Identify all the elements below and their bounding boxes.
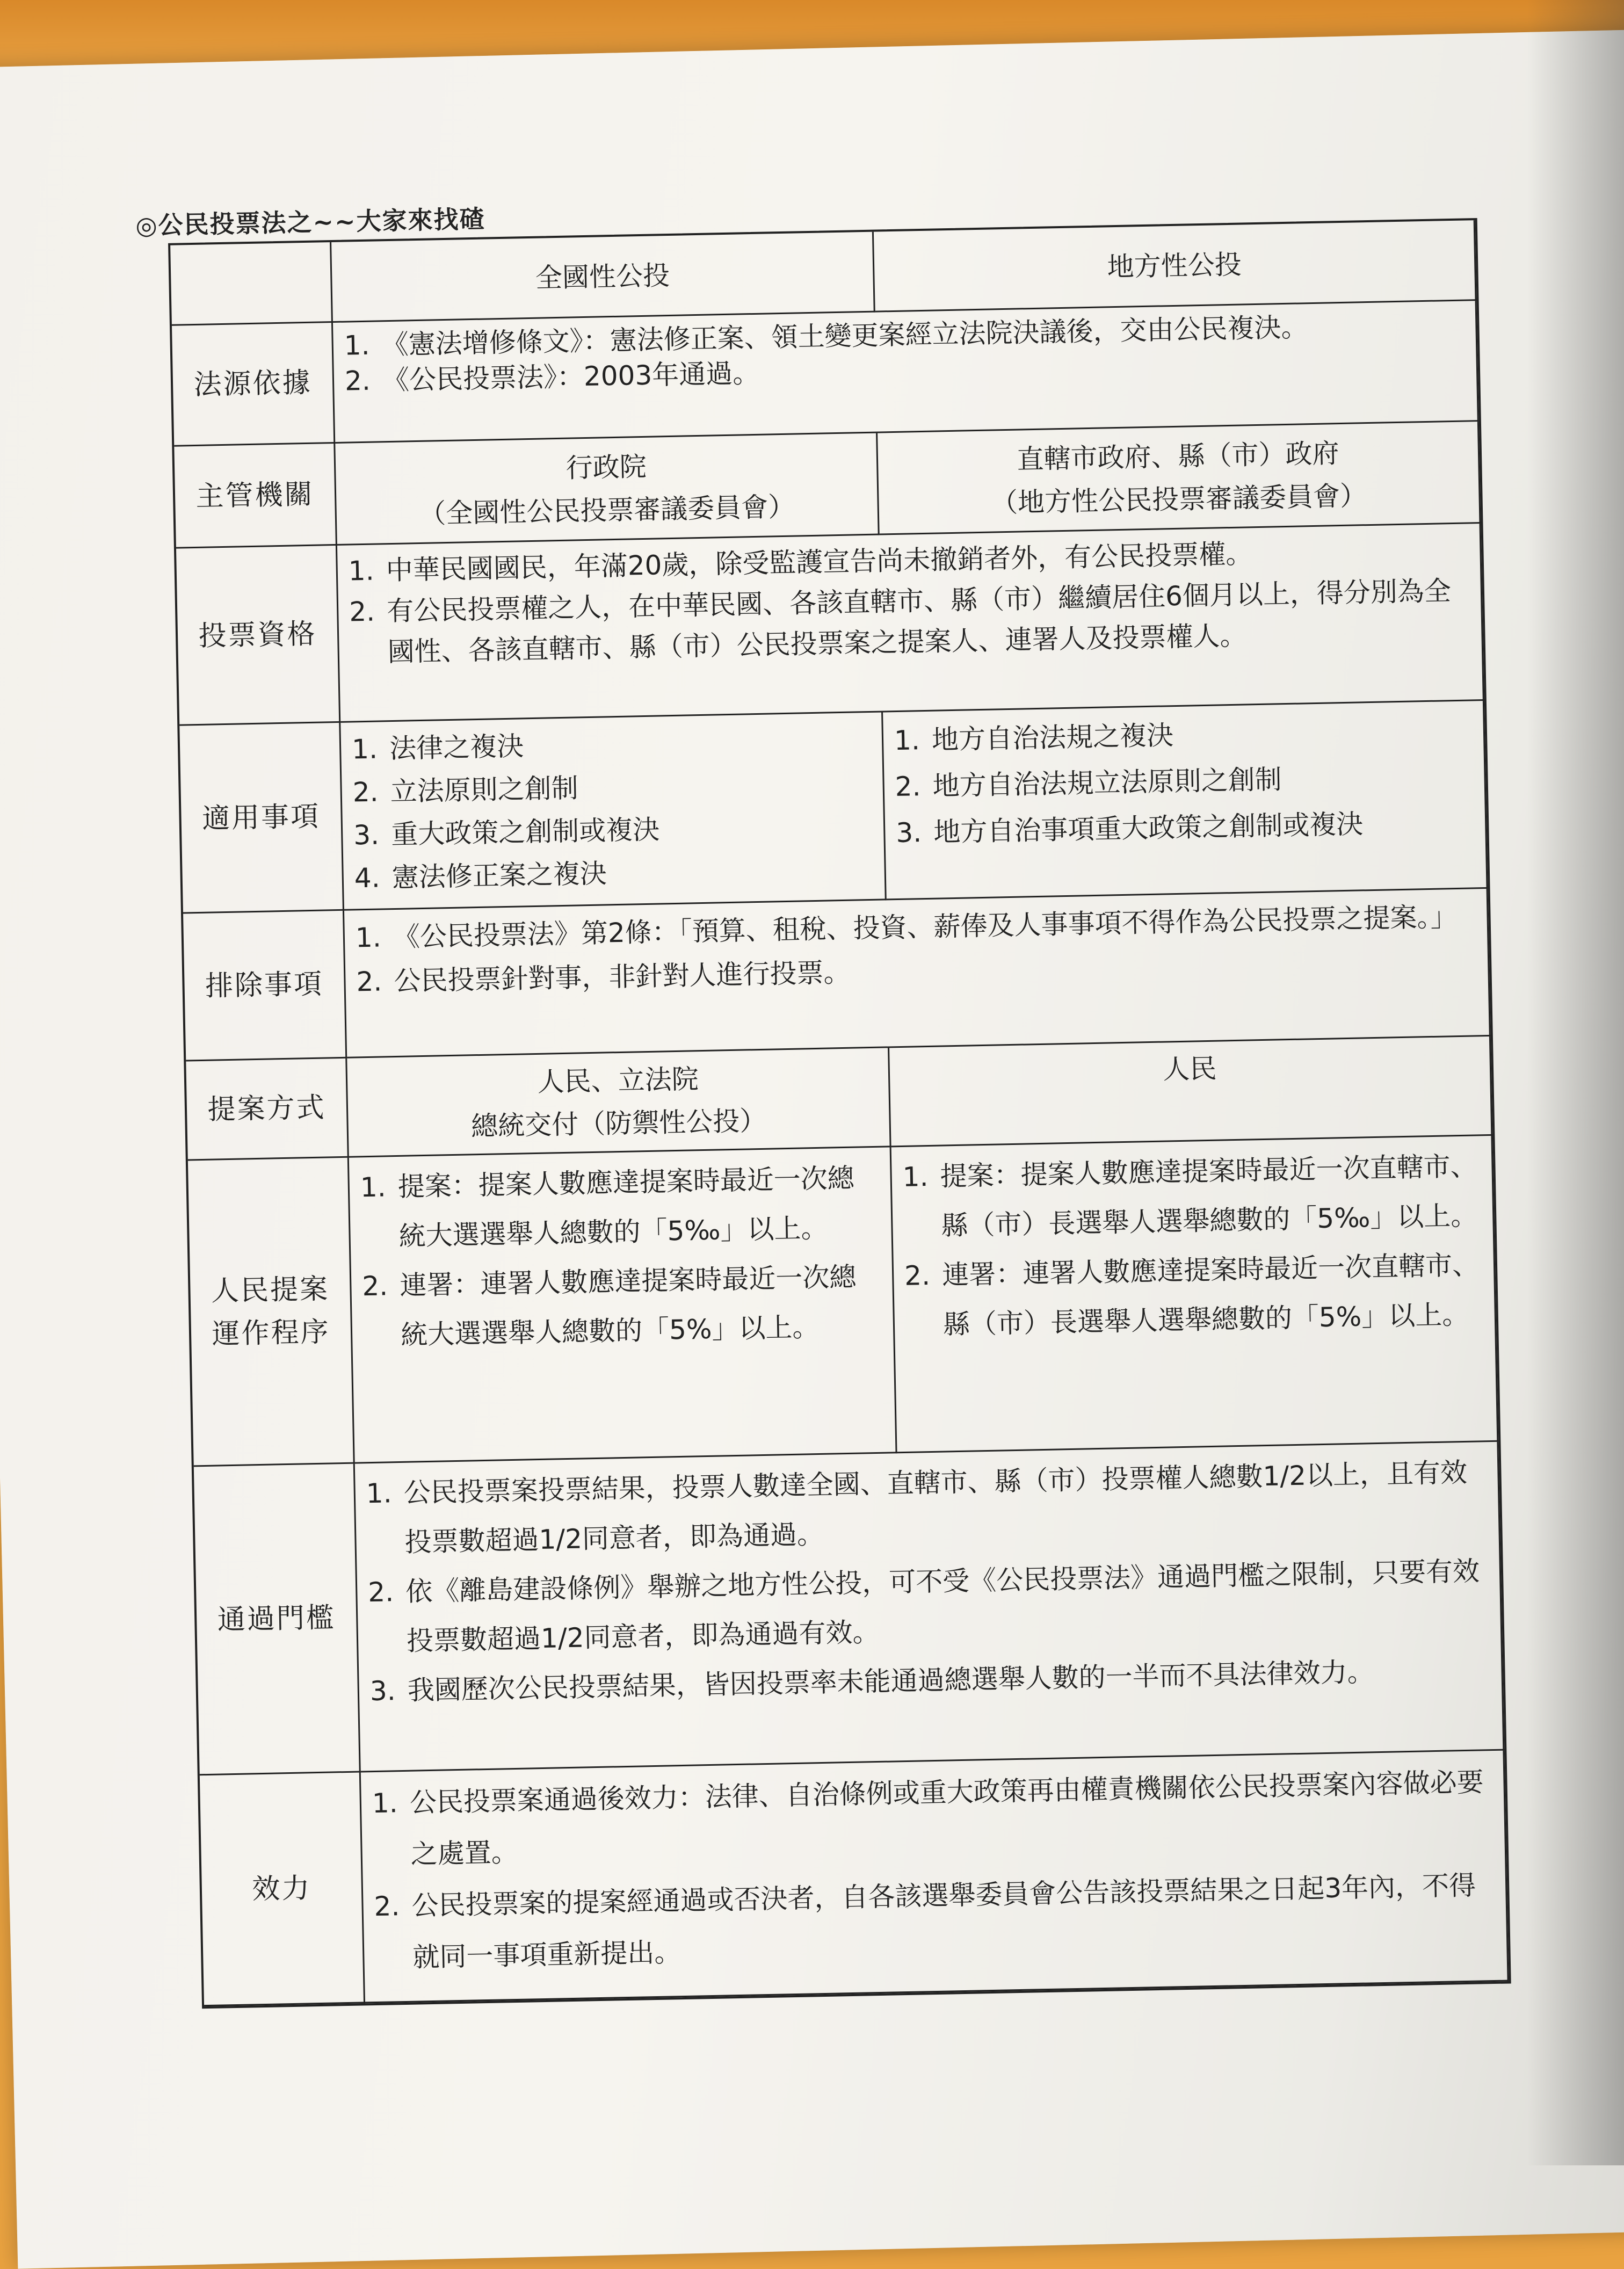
- header-national: 全國性公投: [331, 232, 875, 323]
- list-item: 2. 立法原則之創制: [352, 772, 579, 808]
- list-item: 4. 憲法修正案之複決: [354, 858, 607, 894]
- applicable-local: [883, 701, 1488, 900]
- page-edge-shadow: [1527, 0, 1624, 2165]
- row-label-authority: 主管機關: [174, 444, 337, 549]
- effect-cell: [361, 1751, 1509, 2004]
- list-item: 1. 提案：提案人數應達提案時最近一次總統大選選舉人總數的「5‰」以上。: [360, 1162, 855, 1252]
- row-label-procedure: 人民提案 運作程序: [188, 1158, 355, 1467]
- procedure-local: [891, 1136, 1499, 1453]
- proposal-local: 人民: [889, 1036, 1492, 1147]
- procedure-national: [349, 1147, 897, 1463]
- list-item: 1. 《公民投票法》第2條：「預算、租稅、投資、薪俸及人事事項不得作為公民投票之提案。」: [355, 901, 1458, 954]
- eligibility-cell: [337, 524, 1484, 723]
- authority-national: 行政院 （全國性公民投票審議委員會）: [335, 433, 879, 546]
- comparison-table: [168, 218, 1511, 2009]
- row-label-threshold: 通過門檻: [194, 1464, 361, 1776]
- header-corner: [170, 242, 333, 326]
- row-label-applicable: 適用事項: [179, 723, 344, 914]
- applicable-national: [340, 712, 887, 910]
- row-label-effect: 效力: [200, 1772, 365, 2006]
- list-item: 2. 有公民投票權之人，在中華民國、各該直轄市、縣（市）繼續居住6個月以上，得分別為全國性、各該直轄市、縣（市）公民投票案之提案人、連署人及投票權人。: [349, 575, 1452, 668]
- list-item: 1. 公民投票案通過後效力：法律、自治條例或重大政策再由權責機關依公民投票案內容做必要之處置。: [372, 1766, 1484, 1870]
- list-item: 2. 地方自治法規立法原則之創制: [895, 764, 1282, 803]
- doc-title: ◎公民投票法之~~大家來找碴: [135, 204, 486, 241]
- proposal-national: 人民、立法院 總統交付（防禦性公投）: [347, 1048, 891, 1157]
- excluded-cell: [344, 889, 1491, 1059]
- list-item: 3. 重大政策之創制或複決: [353, 814, 660, 851]
- row-label-legal-basis: 法源依據: [172, 323, 335, 447]
- list-item: 2. 連署：連署人數應達提案時最近一次總統大選選舉人總數的「5%」以上。: [361, 1261, 857, 1351]
- authority-local: 直轄市政府、縣（市）政府 （地方性公民投票審議委員會）: [878, 422, 1481, 535]
- legal-basis-cell: [333, 301, 1479, 444]
- list-item: 1. 地方自治法規之複決: [894, 720, 1174, 757]
- row-label-excluded: 排除事項: [183, 911, 347, 1062]
- list-item: 1. 公民投票案投票結果，投票人數達全國、直轄市、縣（市）投票權人總數1/2以上，且有效投票數超過1/2同意者，即為通過。: [366, 1456, 1468, 1558]
- list-item: 2. 依《離島建設條例》舉辦之地方性公投，可不受《公民投票法》通過門檻之限制，只要有效投票數超過1/2同意者，即為通過有效。: [367, 1555, 1480, 1657]
- row-label-proposal: 提案方式: [186, 1059, 349, 1161]
- list-item: 3. 地方自治事項重大政策之創制或複決: [895, 808, 1364, 849]
- header-local: 地方性公投: [874, 220, 1477, 312]
- list-item: 1. 中華民國國民，年滿20歲，除受監護宣告尚未撤銷者外，有公民投票權。: [348, 538, 1253, 587]
- list-item: 2. 連署：連署人數應達提案時最近一次直轄市、縣（市）長選舉人選舉總數的「5%」以上。: [904, 1249, 1480, 1340]
- threshold-cell: [355, 1442, 1505, 1773]
- list-item: 1. 《憲法增修條文》：憲法修正案、領土變更案經立法院決議後，交由公民複決。: [344, 311, 1308, 361]
- list-item: 1. 提案：提案人數應達提案時最近一次直轄市、縣（市）長選舉人選舉總數的「5‰」以上。: [902, 1150, 1478, 1242]
- list-item: 1. 法律之複決: [351, 730, 524, 765]
- list-item: 2. 公民投票案的提案經通過或否決者，自各該選舉委員會公告該投票結果之日起3年內，不得就同一事項重新提出。: [374, 1869, 1476, 1973]
- list-item: 3. 我國歷次公民投票結果，皆因投票率未能通過總選舉人數的一半而不具法律效力。: [369, 1656, 1375, 1707]
- row-label-eligibility: 投票資格: [176, 546, 340, 726]
- list-item: 2. 《公民投票法》：2003年通過。: [344, 357, 760, 397]
- list-item: 2. 公民投票針對事，非針對人進行投票。: [356, 956, 851, 998]
